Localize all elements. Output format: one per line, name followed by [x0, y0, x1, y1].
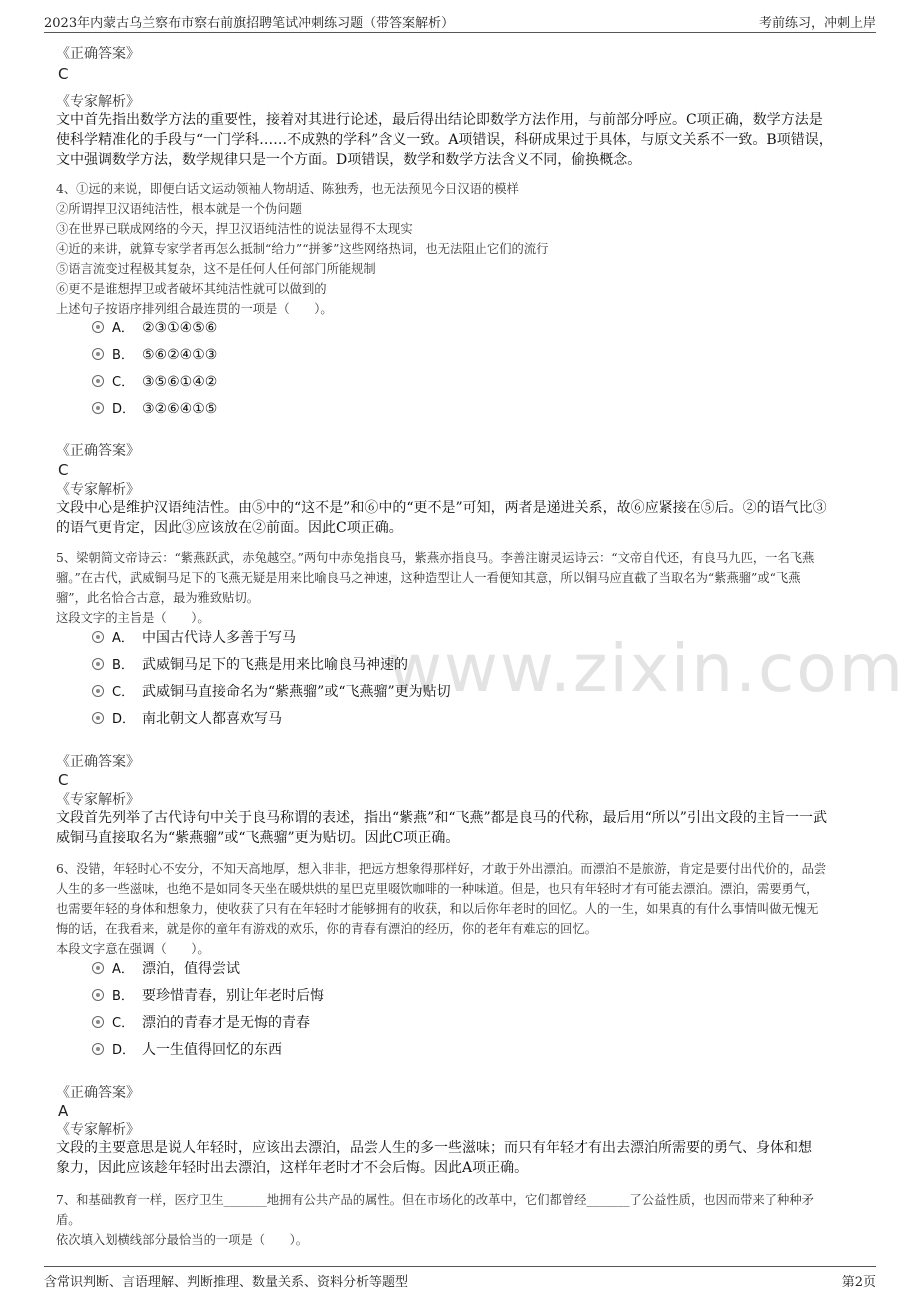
question-4	[56, 179, 866, 319]
question-line: 6、没错，年轻时心不安分，不知天高地厚，想入非非，把远方想象得那样好，才敢于外出漂泊。而漂泊不是旅游，肯定是要付出代价的，品尝	[56, 862, 827, 876]
document-title: 2023年内蒙古乌兰察布市察右前旗招聘笔试冲刺练习题（带答案解析）	[44, 16, 455, 31]
question-line: ⑥更不是谁想捍卫或者破坏其纯洁性就可以做到的	[56, 282, 327, 296]
question-6	[56, 859, 866, 959]
analysis-line: 文段中心是维护汉语纯洁性。由⑤中的“这不是”和⑥中的“更不是”可知，两者是递进关系，故⑥应紧接在⑤后。②的语气比③	[56, 500, 827, 516]
question-line: 骝。”在古代，武威铜马足下的飞燕无疑是用来比喻良马之神速，这种造型让人一看便知其意，所以铜马应直截了当取名为“紫燕骝”或“飞燕	[56, 571, 801, 585]
analysis-text	[56, 498, 866, 538]
radio-icon[interactable]	[92, 1016, 104, 1028]
question-line: 悔的话，在我看来，就是你的童年有游戏的欢乐，你的青春有漂泊的经历，你的老年有难忘的回忆。	[56, 922, 598, 936]
question-line: ③在世界已联成网络的今天，捍卫汉语纯洁性的说法显得不太现实	[56, 222, 413, 236]
question-line: 4、①远的来说，即便白话文运动领袖人物胡适、陈独秀，也无法预见今日汉语的模样	[56, 182, 519, 196]
q4-option-a[interactable]: A． ②③①④⑤⑥	[92, 317, 217, 339]
analysis-line: 的语气更肯定，因此③应该放在②前面。因此C项正确。	[56, 520, 403, 536]
radio-icon[interactable]	[92, 631, 104, 643]
radio-icon[interactable]	[92, 1043, 104, 1055]
question-line: 也需要年轻的身体和想象力，使收获了只有在年轻时才能够拥有的收获，和以后你年老时的回忆。人的一生，如果真的有什么事情叫做无愧无	[56, 902, 819, 916]
analysis-label: 《专家解析》	[56, 482, 140, 498]
footer-note: 含常识判断、言语理解、判断推理、数量关系、资料分析等题型	[44, 1275, 409, 1290]
analysis-line: 使科学精准化的手段与“一门学科……不成熟的学科”含义一致。A项错误，科研成果过于具体，与原文关系不一致。B项错误，	[56, 132, 833, 148]
analysis-text	[56, 808, 866, 848]
radio-icon[interactable]	[92, 348, 104, 360]
analysis-line: 文段首先列举了古代诗句中关于良马称谓的表述，指出“紫燕”和“飞燕”都是良马的代称，最后用“所以”引出文段的主旨一一武	[56, 810, 827, 826]
analysis-label: 《专家解析》	[56, 94, 140, 110]
radio-icon[interactable]	[92, 685, 104, 697]
page-number: 第2页	[841, 1275, 876, 1290]
radio-icon[interactable]	[92, 962, 104, 974]
question-prompt: 依次填入划横线部分最恰当的一项是（ ）。	[56, 1233, 309, 1247]
radio-icon[interactable]	[92, 989, 104, 1001]
question-line: 7、和基础教育一样，医疗卫生_______地拥有公共产品的属性。但在市场化的改革中，它们都曾经_______了公益性质，也因而带来了种种矛	[56, 1193, 814, 1207]
answer-label: 《正确答案》	[56, 754, 140, 770]
answer-value: C	[58, 65, 69, 83]
answer-label: 《正确答案》	[56, 443, 140, 459]
question-line: 人生的多一些滋味，也绝不是如同冬天坐在暖烘烘的星巴克里啜饮咖啡的一种味道。但是，也只有年轻时才有可能去漂泊。漂泊，需要勇气，	[56, 882, 819, 896]
q4-option-b[interactable]: B． ⑤⑥②④①③	[92, 344, 217, 366]
q6-option-c[interactable]: C． 漂泊的青春才是无悔的青春	[92, 1012, 310, 1034]
radio-icon[interactable]	[92, 375, 104, 387]
question-line: ④近的来讲，就算专家学者再怎么抵制“给力”“拼爹”这些网络热词，也无法阻止它们的流行	[56, 242, 549, 256]
radio-icon[interactable]	[92, 321, 104, 333]
analysis-line: 威铜马直接取名为“紫燕骝”或“飞燕骝”更为贴切。因此C项正确。	[56, 830, 460, 846]
watermark: www.zixin.com	[388, 630, 906, 707]
q5-option-b[interactable]: B． 武威铜马足下的飞燕是用来比喻良马神速的	[92, 654, 408, 676]
answer-value: A	[58, 1102, 69, 1120]
radio-icon[interactable]	[92, 402, 104, 414]
page-footer	[44, 1266, 876, 1293]
question-prompt: 这段文字的主旨是（ ）。	[56, 611, 210, 625]
analysis-line: 象力，因此应该趁年轻时出去漂泊，这样年老时才不会后悔。因此A项正确。	[56, 1160, 529, 1176]
analysis-label: 《专家解析》	[56, 792, 140, 808]
question-7	[56, 1190, 866, 1250]
question-prompt: 本段文字意在强调（ ）。	[56, 942, 210, 956]
q5-option-a[interactable]: A． 中国古代诗人多善于写马	[92, 627, 296, 649]
question-line: 5、梁朝简文帝诗云：“紫燕跃武，赤兔越空。”两句中赤兔指良马，紫燕亦指良马。李善注谢灵运诗云：“文帝自代还，有良马九匹，一名飞燕	[56, 551, 815, 565]
question-line: 骝”，此名恰合古意，最为雅致贴切。	[56, 591, 260, 605]
question-line: ⑤语言流变过程极其复杂，这不是任何人任何部门所能规制	[56, 262, 376, 276]
question-5	[56, 548, 866, 628]
answer-value: C	[58, 461, 69, 479]
q6-option-a[interactable]: A． 漂泊，值得尝试	[92, 958, 240, 980]
radio-icon[interactable]	[92, 712, 104, 724]
analysis-line: 文段的主要意思是说人年轻时，应该出去漂泊，品尝人生的多一些滋味；而只有年轻才有出去漂泊所需要的勇气、身体和想	[56, 1140, 812, 1156]
question-prompt: 上述句子按语序排列组合最连贯的一项是（ ）。	[56, 302, 333, 316]
answer-label: 《正确答案》	[56, 46, 140, 62]
radio-icon[interactable]	[92, 658, 104, 670]
q6-option-b[interactable]: B． 要珍惜青春，别让年老时后悔	[92, 985, 324, 1007]
analysis-line: 文中强调数学方法，数学规律只是一个方面。D项错误，数学和数学方法含义不同，偷换概念。	[56, 152, 642, 168]
q5-option-c[interactable]: C． 武威铜马直接命名为“紫燕骝”或“飞燕骝”更为贴切	[92, 681, 451, 703]
analysis-text	[56, 110, 866, 170]
q6-option-d[interactable]: D． 人一生值得回忆的东西	[92, 1039, 282, 1061]
answer-label: 《正确答案》	[56, 1085, 140, 1101]
analysis-label: 《专家解析》	[56, 1122, 140, 1138]
header-slogan: 考前练习，冲刺上岸	[758, 16, 876, 31]
answer-value: C	[58, 771, 69, 789]
question-line: ②所谓捍卫汉语纯洁性，根本就是一个伪问题	[56, 202, 302, 216]
analysis-line: 文中首先指出数学方法的重要性，接着对其进行论述，最后得出结论即数学方法作用，与前部分呼应。C项正确，数学方法是	[56, 112, 823, 128]
analysis-text	[56, 1138, 866, 1178]
question-line: 盾。	[56, 1213, 81, 1227]
page-header	[44, 8, 876, 33]
q4-option-d[interactable]: D． ③②⑥④①⑤	[92, 398, 217, 420]
q5-option-d[interactable]: D． 南北朝文人都喜欢写马	[92, 708, 282, 730]
q4-option-c[interactable]: C． ③⑤⑥①④②	[92, 371, 217, 393]
